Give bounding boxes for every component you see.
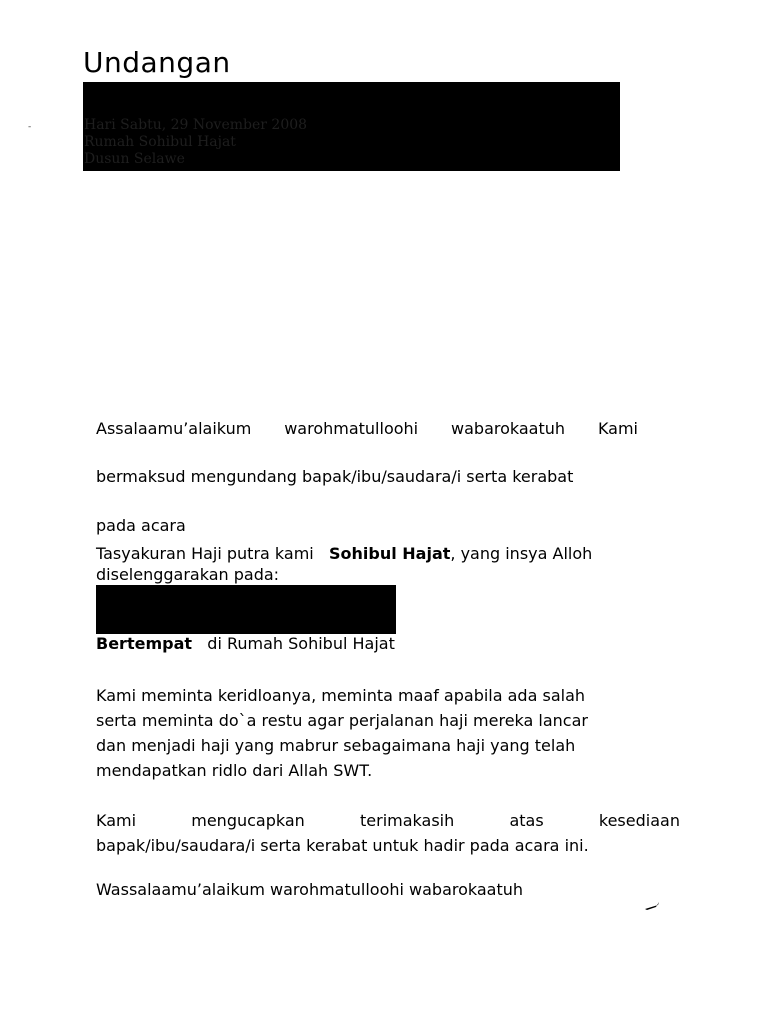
thanks-word: atas — [509, 811, 544, 830]
event-village: Dusun Selawe — [84, 151, 185, 167]
venue-label: Bertempat — [96, 634, 193, 653]
venue-text: di Rumah Sohibul Hajat — [207, 634, 395, 653]
thanks-word: Kami — [96, 811, 137, 830]
thanks-line — [96, 808, 680, 833]
margin-mark: - — [28, 122, 32, 132]
thanks-word: terimakasih — [360, 811, 455, 830]
intro-line: bermaksud mengundang bapak/ibu/saudara/i serta kerabat — [96, 467, 574, 486]
event-details — [84, 117, 307, 168]
thanks-word: mengucapkan — [191, 811, 305, 830]
closing-salutation: Wassalaamu’alaikum warohmatulloohi wabarokaatuh — [96, 880, 524, 899]
thanks-paragraph — [96, 808, 680, 858]
thanks-line-2: bapak/ibu/saudara/i serta kerabat untuk hadir pada acara ini. — [96, 836, 589, 855]
event-prefix: Tasyakuran Haji putra kami — [96, 544, 314, 563]
venue-line — [96, 634, 395, 653]
event-date: Hari Sabtu, 29 November 2008 — [84, 117, 308, 133]
document-title: Undangan — [83, 46, 231, 79]
greeting-word: warohmatulloohi — [284, 419, 419, 438]
event-suffix: , yang insya Alloh — [450, 544, 593, 563]
held-on-label: diselenggarakan pada: — [96, 565, 280, 584]
greeting-word: wabarokaatuh — [451, 419, 566, 438]
paragraph-line: Kami meminta keridloanya, meminta maaf apabila ada salah — [96, 686, 586, 705]
thanks-word: kesediaan — [598, 811, 680, 830]
event-place: Rumah Sohibul Hajat — [84, 134, 236, 150]
greeting-line — [96, 419, 638, 438]
paragraph-line: mendapatkan ridlo dari Allah SWT. — [96, 761, 373, 780]
redacted-date-bar — [96, 585, 396, 634]
paragraph-line: serta meminta do`a restu agar perjalanan haji mereka lancar — [96, 711, 588, 730]
ink-mark-icon — [644, 900, 660, 912]
intro-line-end: pada acara — [96, 516, 186, 535]
event-line — [96, 544, 592, 563]
host-name: Sohibul Hajat — [329, 544, 451, 563]
blessing-paragraph — [96, 683, 682, 783]
paragraph-line: dan menjadi haji yang mabrur sebagaimana haji yang telah — [96, 736, 576, 755]
greeting-word: Assalaamu’alaikum — [96, 419, 252, 438]
greeting-word: Kami — [597, 419, 638, 438]
